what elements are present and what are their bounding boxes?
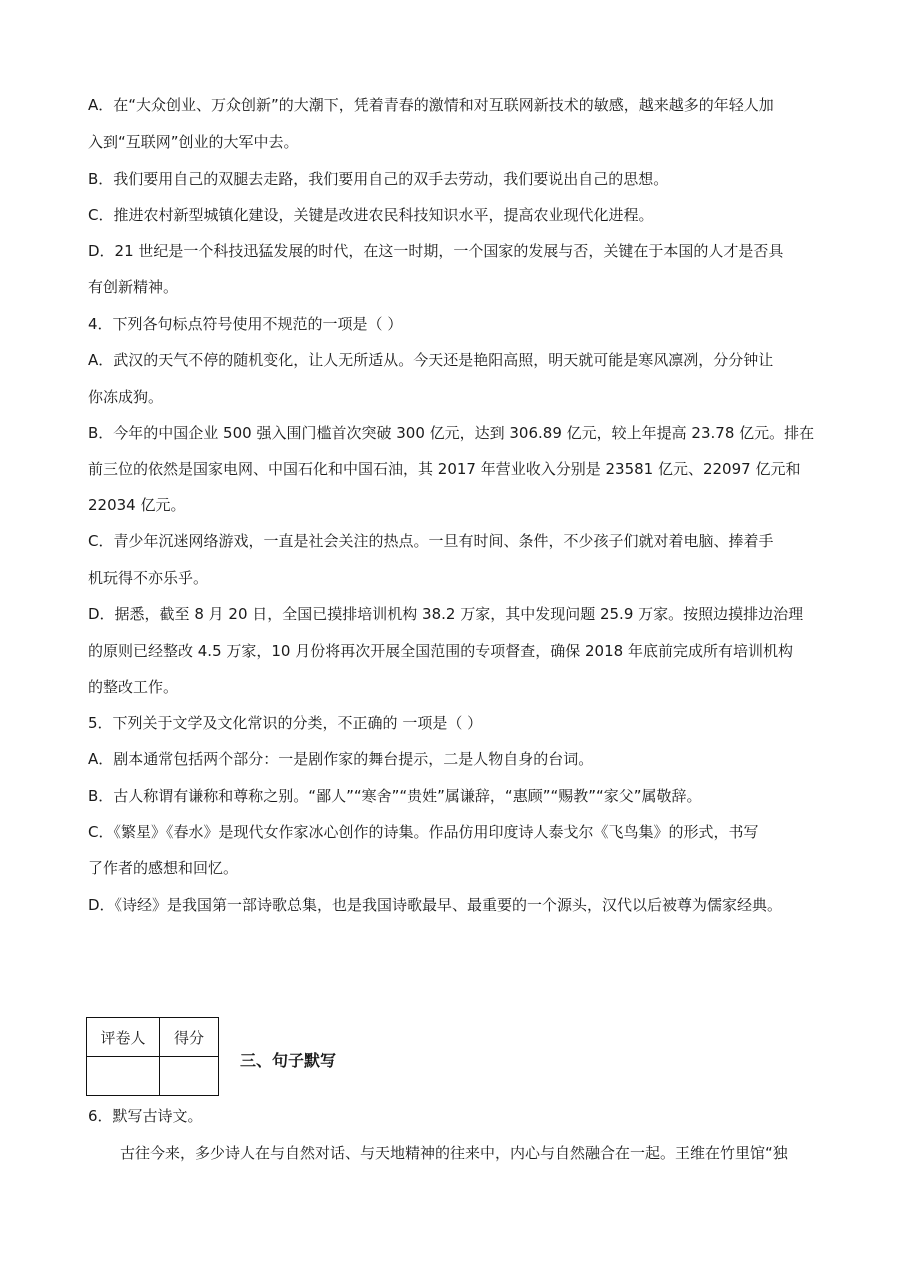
option-c-q5-line1: C．《繁星》《春水》是现代女作家冰心创作的诗集。作品仿用印度诗人泰戈尔《飞鸟集》的形式，书写 (88, 823, 759, 841)
option-b-q4-line2: 前三位的依然是国家电网、中国石化和中国石油，其 2017 年营业收入分别是 23581 亿元、22097 亿元和 (88, 460, 801, 478)
score-header: 得分 (160, 1018, 219, 1057)
option-d-q5: D．《诗经》是我国第一部诗歌总集，也是我国诗歌最早、最重要的一个源头，汉代以后被尊为儒家经典。 (88, 896, 783, 914)
option-c-q5-line2: 了作者的感想和回忆。 (88, 859, 239, 877)
reviewer-header: 评卷人 (87, 1018, 160, 1057)
option-d-q3-line2: 有创新精神。 (88, 278, 179, 296)
question-6: 6．默写古诗文。 (88, 1107, 203, 1125)
option-d-q4-line1: D．据悉，截至 8 月 20 日，全国已摸排培训机构 38.2 万家，其中发现问题 25.9 万家。按照边摸排边治理 (88, 605, 804, 623)
option-d-q3-line1: D．21 世纪是一个科技迅猛发展的时代，在这一时期，一个国家的发展与否，关键在于本国的人才是否具 (88, 242, 784, 260)
option-c-q4-line1: C．青少年沉迷网络游戏，一直是社会关注的热点。一旦有时间、条件，不少孩子们就对着电脑、捧着手 (88, 532, 774, 550)
option-b-q4-line3: 22034 亿元。 (88, 496, 186, 514)
reviewer-cell (87, 1057, 160, 1096)
option-a-q3-line1: A．在“大众创业、万众创新”的大潮下，凭着青春的激情和对互联网新技术的敏感，越来越多的年轻人加 (88, 96, 774, 114)
option-c-q4-line2: 机玩得不亦乐乎。 (88, 569, 209, 587)
option-a-q3-line2: 入到“互联网”创业的大军中去。 (88, 133, 299, 151)
option-a-q5: A．剧本通常包括两个部分：一是剧作家的舞台提示，二是人物自身的台词。 (88, 750, 594, 768)
option-b-q4-line1: B．今年的中国企业 500 强入围门槛首次突破 300 亿元，达到 306.89 亿元，较上年提高 23.78 亿元。排在 (88, 424, 815, 442)
score-cell (160, 1057, 219, 1096)
option-b-q3: B．我们要用自己的双腿去走路，我们要用自己的双手去劳动，我们要说出自己的思想。 (88, 170, 669, 188)
option-c-q3: C．推进农村新型城镇化建设，关键是改进农民科技知识水平，提高农业现代化进程。 (88, 206, 654, 224)
question-4: 4．下列各句标点符号使用不规范的一项是（ ） (88, 315, 403, 333)
question-5: 5．下列关于文学及文化常识的分类，不正确的 一项是（ ） (88, 714, 483, 732)
question-6-paragraph: 古往今来，多少诗人在与自然对话、与天地精神的往来中，内心与自然融合在一起。王维在竹里馆“独 (120, 1144, 788, 1162)
option-d-q4-line2: 的原则已经整改 4.5 万家，10 月份将再次开展全国范围的专项督查，确保 2018 年底前完成所有培训机构 (88, 642, 793, 660)
score-table (86, 1017, 219, 1096)
section-title: 三、句子默写 (240, 1051, 337, 1070)
option-b-q5: B．古人称谓有谦称和尊称之别。“鄙人”“寒舍”“贵姓”属谦辞，“惠顾”“赐教”“家父”属敬辞。 (88, 787, 702, 805)
option-d-q4-line3: 的整改工作。 (88, 678, 179, 696)
option-a-q4-line2: 你冻成狗。 (88, 388, 164, 406)
option-a-q4-line1: A．武汉的天气不停的随机变化，让人无所适从。今天还是艳阳高照，明天就可能是寒风凛冽，分分钟让 (88, 351, 774, 369)
